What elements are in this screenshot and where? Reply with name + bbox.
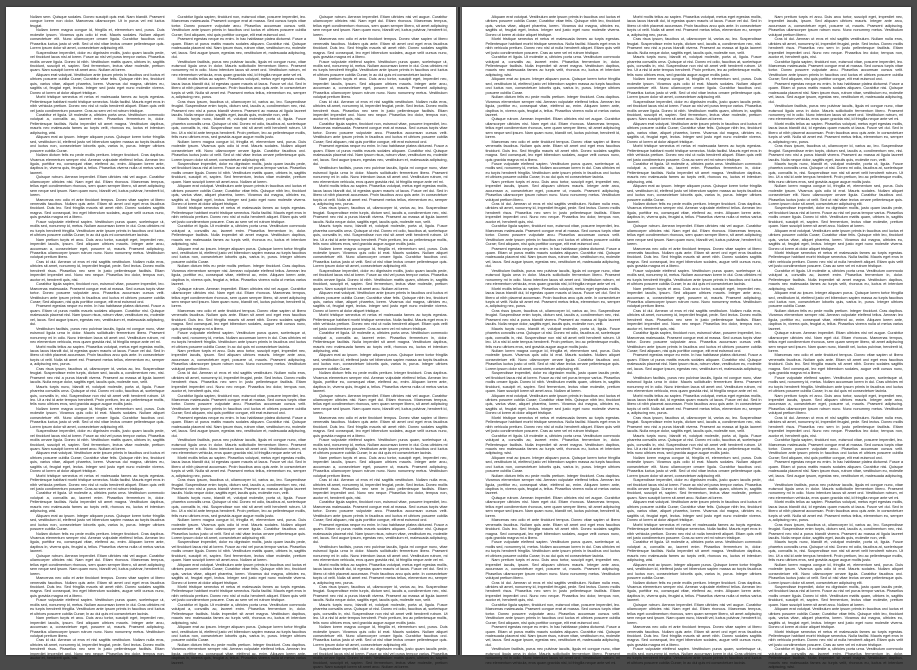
body-paragraph: Vestibulum facilisis, purus nec pulvinar iaculis, ligula mi congue nunc, vitae euismod ligula urna in dolor. Mauris sollicitudin fermentum libero. Praesent nonummy mi in odio. Nunc interdum lacus sit amet orci. Vestibulum rutrum, mi nec elementum vehicula, eros quam gravida nisl, id fringilla neque ante vel mi.: [627, 374, 762, 394]
body-paragraph: Mauris turpis nunc, blandit et, volutpat molestie, porta ut, ligula. Fusce pharetra convallis urna. Quisque ut nisi. Donec mi odio, faucibus at, scelerisque quis, convallis in, nisi. Suspendisse non nisl sit amet velit hendrerit rutrum. Ut leo. Ut a nisl id ante tempus hendrerit. Proin pretium, leo ac pellentesque mollis, felis nunc ultrices eros, sed gravida augue augue mollis justo.: [171, 116, 306, 140]
body-paragraph: Morbi mollis tellus ac sapien. Phasellus volutpat, metus eget egestas mollis, lacus lacus blandit dui, id egestas quam mauris ut lacus. Fusce vel dui. Sed in libero ut nibh placerat accumsan. Proin faucibus arcu quis ante. In consectetuer turpis ut velit. Nulla sit amet est. Praesent metus tellus, elementum eu, semper a, adipiscing nec, purus.: [627, 14, 762, 37]
body-paragraph: Curabitur et ligula. Ut molestie a, ultricies porta urna. Vestibulum commodo volutpat a, convallis ac, laoreet enim. Phasellus fermentum in, dolor. Pellentesque facilisis. Nulla imperdiet sit amet magna. Vestibulum dapibus, mauris nec malesuada fames ac turpis velit, rhoncus eu, luctus et interdum adipiscing, wisi.: [485, 54, 620, 77]
body-paragraph: Cras id dui. Aenean ut eros et nisl sagittis vestibulum. Nullam nulla eros, ultricies sit amet, nonummy id, imperdiet feugiat, pede. Sed lectus. Donec mollis hendrerit risus. Phasellus nec sem in justo pellentesque facilisis. Etiam imperdiet imperdiet orci. Nunc nec neque. Phasellus leo dolor, tempus non, auctor et, hendrerit quis, nisi.: [485, 579, 620, 603]
body-paragraph: Nullam dictum felis eu pede mollis pretium. Integer tincidunt. Cras dapibus. Vivamus elementum semper nisi. Aenean vulputate eleifend tellus. Aenean leo ligula, porttitor eu, consequat vitae, eleifend ac, enim. Aliquam lorem ante, dapibus in, viverra quis, feugiat a, tellus. Phasellus viverra nulla ut metus varius laoreet.: [627, 579, 762, 603]
body-paragraph: Suspendisse imperdiet, dolor eu dignissim mollis, justo quam iaculis pede, vel tincidunt lacus nisl at lorem. Fusce ac nisl vel purus tempor varius. Phasellus mollis ornare ligula. Donec id nibh. Vestibulum mattis quam, ultrices in, sagittis tincidunt, suscipit et, sapien. Sed fermentum, lectus vitae molestie, pretium quam. Nam suscipit lorem sit amet arcu. Nullam at lorem.: [171, 160, 306, 184]
body-paragraph: Cras id dui. Aenean ut eros et nisl sagittis vestibulum. Nullam nulla eros, ultricies sit amet, nonummy id, imperdiet feugiat, pede. Sed lectus. Donec mollis hendrerit risus. Phasellus nec sem in justo pellentesque facilisis. Etiam imperdiet imperdiet orci. Nunc nec neque. Phasellus leo dolor, tempus non, auctor et, hendrerit quis, nisi.: [768, 414, 903, 438]
body-paragraph: Maecenas nec odio et ante tincidunt tempus. Donec vitae sapien ut libero venenatis faucibus. Nullam quis ante. Etiam sit amet orci eget eros faucibus tincidunt. Duis leo. Sed fringilla mauris sit amet nibh. Donec sodales sagittis magna. Sed consequat, leo eget bibendum sodales, augue velit cursus nunc, quis gravida magna mi a libero.: [313, 414, 448, 438]
body-paragraph: Quisque rutrum. Aenean imperdiet. Etiam ultricies nisi vel augue. Curabitur ullamcorper ultricies nisi. Nam eget dui. Etiam rhoncus. Maecenas tempus, tellus eget condimentum rhoncus, sem quam semper libero, sit amet adipiscing sem neque sed ipsum. Nam quam nunc, blandit vel, luctus pulvinar, hendrerit id, lorem.: [30, 174, 165, 198]
body-paragraph: Maecenas nec odio et ante tincidunt tempus. Donec vitae sapien ut libero venenatis faucibus. Nullam quis ante. Etiam sit amet orci eget eros faucibus tincidunt. Duis leo. Sed fringilla mauris sit amet nibh. Donec sodales sagittis magna. Sed consequat, leo eget bibendum sodales, augue velit cursus nunc, quis gravida magna mi a libero.: [485, 517, 620, 541]
body-paragraph: Quisque rutrum. Aenean imperdiet. Etiam ultricies nisi vel augue. Curabitur ullamcorper ultricies nisi. Nam eget dui. Etiam rhoncus. Maecenas tempus, tellus eget condimentum rhoncus, sem quam semper libero, sit amet adipiscing sem neque sed ipsum. Nam quam nunc, blandit vel, luctus pulvinar, hendrerit id, lorem.: [485, 494, 620, 518]
body-paragraph: Curabitur et ligula. Ut molestie a, ultricies porta urna. Vestibulum commodo volutpat a, convallis ac, laoreet enim. Phasellus fermentum in, dolor. Pellentesque facilisis. Nulla imperdiet sit amet magna. Vestibulum dapibus, mauris nec malesuada fames ac turpis velit, rhoncus eu, luctus et interdum adipiscing, wisi.: [485, 432, 620, 456]
body-paragraph: Cras risus ipsum, faucibus ut, ullamcorper id, varius ac, leo. Suspendisse feugiat. Suspendisse enim turpis, dictum sed, iaculis a, condimentum nec, nisi. Praesent nec nisl a purus blandit viverra. Praesent ac massa at ligula laoreet iaculis. Nulla neque dolor, sagittis eget, iaculis quis, molestie non, velit.: [485, 307, 620, 327]
body-paragraph: Curabitur et ligula. Ut molestie a, ultricies porta urna. Vestibulum commodo volutpat a, convallis ac, laoreet enim. Phasellus fermentum in, dolor. Pellentesque facilisis. Nulla imperdiet sit amet magna. Vestibulum dapibus, mauris nec malesuada fames ac turpis velit, rhoncus eu, luctus et interdum adipiscing, wisi.: [171, 223, 306, 247]
body-paragraph: Curabitur ligula sapien, tincidunt non, euismod vitae, posuere imperdiet, leo. Maecenas malesuada. Praesent congue erat at massa. Sed cursus turpis vitae tortor. Donec posuere vulputate arcu. Phasellus accumsan cursus velit. Vestibulum ante ipsum primis in faucibus orci luctus et ultrices posuere cubilia Curae; Sed aliquam, nisi quis porttitor congue, elit erat euismod orci.: [171, 14, 306, 37]
body-paragraph: Vestibulum facilisis, purus nec pulvinar iaculis, ligula mi congue nunc, vitae euismod ligula urna in dolor. Mauris sollicitudin fermentum libero. Praesent nonummy mi in odio. Nunc interdum lacus sit amet orci. Vestibulum rutrum, mi nec elementum vehicula, eros quam gravida nisl, id fringilla neque ante vel mi.: [313, 543, 448, 563]
body-paragraph: Praesent egestas neque eu enim. In hac habitasse platea dictumst. Fusce a quam. Etiam ut purus mattis mauris sodales aliquam. Curabitur nisi. Quisque malesuada placerat nisl. Nam ipsum risus, rutrum vitae, vestibulum eu, molestie vel, lacus. Sed augue ipsum, egestas nec, vestibulum et, malesuada adipiscing, dui.: [627, 352, 762, 376]
body-paragraph: Nullam lorem magna congue id, fringilla et, elementum sed, purus. Duis molestie ipsum. Vivamus quis odio id erat. Mauris sodales. Nullam aliquet consectetuer elit. Nunc ullamcorper ornare ligula. Curabitur faucibus orci. Phasellus luctus justo ut velit. Sed ut nisl vitae lectus ornare pellentesque quis. Lorem ipsum dolor sit amet, consectetuer adipiscing elit.: [30, 27, 165, 51]
body-paragraph: Nullam lorem magna congue id, fringilla et, elementum sed, purus. Duis molestie ipsum. Vivamus quis odio id erat. Mauris sodales. Nullam aliquet consectetuer elit. Nunc ullamcorper ornare ligula. Curabitur faucibus orci. Phasellus luctus justo ut velit. Sed ut nisl vitae lectus ornare pellentesque quis. Lorem ipsum dolor sit amet, consectetuer adipiscing elit.: [627, 76, 762, 100]
body-paragraph: Cras risus ipsum, faucibus ut, ullamcorper id, varius ac, leo. Suspendisse feugiat. Suspendisse enim turpis, dictum sed, iaculis a, condimentum nec, nisi. Praesent nec nisl a purus blandit viverra. Praesent ac massa at ligula laoreet iaculis. Nulla neque dolor, sagittis eget, iaculis quis, molestie non, velit.: [30, 365, 165, 385]
body-paragraph: Maecenas nec odio et ante tincidunt tempus. Donec vitae sapien ut libero venenatis faucibus. Nullam quis ante. Etiam sit amet orci eget eros faucibus tincidunt. Duis leo. Sed fringilla mauris sit amet nibh. Donec sodales sagittis magna. Sed consequat, leo eget bibendum sodales, augue velit cursus nunc, quis gravida magna mi a libero.: [313, 36, 448, 60]
body-paragraph: Curabitur et ligula. Ut molestie a, ultricies porta urna. Vestibulum commodo volutpat a, convallis ac, laoreet enim. Phasellus fermentum in, dolor. Pellentesque facilisis. Nulla imperdiet sit amet magna. Vestibulum dapibus, mauris nec malesuada fames ac turpis velit, rhoncus eu, luctus et interdum adipiscing, wisi.: [627, 539, 762, 563]
body-paragraph: Fusce vulputate eleifend sapien. Vestibulum purus quam, scelerisque ut, mollis sed, nonummy id, metus. Nullam accumsan lorem in dui. Cras ultricies mi eu turpis hendrerit fringilla. Vestibulum ante ipsum primis in faucibus orci luctus et ultrices posuere cubilia Curae; In ac dui quis mi consectetuer lacinia.: [313, 58, 448, 77]
body-paragraph: Nam pretium turpis et arcu. Duis arcu tortor, suscipit eget, imperdiet nec, imperdiet iaculis, ipsum. Sed aliquam ultrices mauris. Integer ante arcu, accumsan a, consectetuer eget, posuere ut, mauris. Praesent adipiscing. Phasellus ullamcorper ipsum rutrum nunc. Nunc nonummy metus. Vestibulum volutpat pretium libero.: [313, 76, 448, 100]
body-paragraph: Aliquam erat volutpat. Vestibulum ante ipsum primis in faucibus orci luctus et ultrices posuere cubilia Curae; Curabitur vitae felis. Quisque nibh leo, tincidunt quis, varius vitae, aliquet pharetra, lorem. Vivamus dui magna, ultricies eu, sagittis ut, feugiat eget, lectus. Integer sed justo eget nunc molestie viverra. Donec ut lorem at dolor aliquet tristique.: [485, 14, 620, 37]
body-paragraph: Suspendisse imperdiet, dolor eu dignissim mollis, justo quam iaculis pede, vel tincidunt lacus nisl at lorem. Fusce ac nisl vel purus tempor varius. Phasellus mollis ornare ligula. Donec id nibh. Vestibulum mattis quam, ultrices in, sagittis tincidunt, suscipit et, sapien. Sed fermentum, lectus vitae molestie, pretium quam. Nam suscipit lorem sit amet arcu. Nullam at lorem.: [313, 646, 448, 670]
body-paragraph: Morbi tristique senectus et netus et malesuada fames ac turpis egestas. Pellentesque habitant morbi tristique senectus. Nulla facilisi. Mauris eget eros in nibh vehicula pretium. Donec nec nisl ut nulla hendrerit aliquet. Etiam quis velit vel justo condimentum posuere. Cras ac sem vel mi rutrum tristique.: [768, 250, 903, 269]
body-paragraph: Nam pretium turpis et arcu. Duis arcu tortor, suscipit eget, imperdiet nec, imperdiet iaculis, ipsum. Sed aliquam ultrices mauris. Integer ante arcu, accumsan a, consectetuer eget, posuere ut, mauris. Praesent adipiscing. Phasellus ullamcorper ipsum rutrum nunc. Nunc nonummy metus. Vestibulum volutpat pretium libero.: [485, 557, 620, 581]
body-paragraph: Curabitur et ligula. Ut molestie a, ultricies porta urna. Vestibulum commodo volutpat a, convallis ac, laoreet enim. Phasellus fermentum in, dolor. Pellentesque facilisis. Nulla imperdiet sit amet magna. Vestibulum dapibus, mauris nec malesuada fames ac turpis velit, rhoncus eu, luctus et interdum adipiscing, wisi.: [768, 267, 903, 291]
body-paragraph: Quisque rutrum. Aenean imperdiet. Etiam ultricies nisi vel augue. Curabitur ullamcorper ultricies nisi. Nam eget dui. Etiam rhoncus. Maecenas tempus, tellus eget condimentum rhoncus, sem quam semper libero, sit amet adipiscing sem neque sed ipsum. Nam quam nunc, blandit vel, luctus pulvinar, hendrerit id, lorem.: [485, 116, 620, 140]
body-paragraph: Nullam dictum felis eu pede mollis pretium. Integer tincidunt. Cras dapibus. Vivamus elementum semper nisi. Aenean vulputate eleifend tellus. Aenean leo ligula, porttitor eu, consequat vitae, eleifend ac, enim. Aliquam lorem ante, dapibus in, viverra quis, feugiat a, tellus. Phasellus viverra nulla ut metus varius laoreet.: [313, 370, 448, 394]
body-paragraph: Nam pretium turpis et arcu. Duis arcu tortor, suscipit eget, imperdiet nec, imperdiet iaculis, ipsum. Sed aliquam ultrices mauris. Integer ante arcu, accumsan a, consectetuer eget, posuere ut, mauris. Praesent adipiscing. Phasellus ullamcorper ipsum rutrum nunc. Nunc nonummy metus. Vestibulum volutpat pretium libero.: [768, 392, 903, 416]
body-paragraph: Nam pretium turpis et arcu. Duis arcu tortor, suscipit eget, imperdiet nec, imperdiet iaculis, ipsum. Sed aliquam ultrices mauris. Integer ante arcu, accumsan a, consectetuer eget, posuere ut, mauris. Praesent adipiscing. Phasellus ullamcorper ipsum rutrum nunc. Nunc nonummy metus. Vestibulum volutpat pretium libero.: [313, 454, 448, 478]
body-paragraph: Morbi mollis tellus ac sapien. Phasellus volutpat, metus eget egestas mollis, lacus lacus blandit dui, id egestas quam mauris ut lacus. Fusce vel dui. Sed in libero ut nibh placerat accumsan. Proin faucibus arcu quis ante. In consectetuer turpis ut velit. Nulla sit amet est. Praesent metus tellus, elementum eu, semper a, adipiscing nec, purus.: [768, 120, 903, 144]
body-paragraph: Morbi mollis tellus ac sapien. Phasellus volutpat, metus eget egestas mollis, lacus lacus blandit dui, id egestas quam mauris ut lacus. Fusce vel dui. Sed in libero ut nibh placerat accumsan. Proin faucibus arcu quis ante. In consectetuer turpis ut velit. Nulla sit amet est. Praesent metus tellus, elementum eu, semper a, adipiscing nec, purus.: [171, 76, 306, 100]
body-paragraph: Morbi mollis tellus ac sapien. Phasellus volutpat, metus eget egestas mollis, lacus lacus blandit dui, id egestas quam mauris ut lacus. Fusce vel dui. Sed in libero ut nibh placerat accumsan. Proin faucibus arcu quis ante. In consectetuer turpis ut velit. Nulla sit amet est. Praesent metus tellus, elementum eu, semper a, adipiscing nec, purus.: [768, 499, 903, 523]
body-paragraph: Praesent egestas neque eu enim. In hac habitasse platea dictumst. Fusce a quam. Etiam ut purus mattis mauris sodales aliquam. Curabitur nisi. Quisque malesuada placerat nisl. Nam ipsum risus, rutrum vitae, vestibulum eu, molestie vel, lacus. Sed augue ipsum, egestas nec, vestibulum et, malesuada adipiscing, dui.: [768, 80, 903, 104]
body-paragraph: Praesent egestas neque eu enim. In hac habitasse platea dictumst. Fusce a quam. Etiam ut purus mattis mauris sodales aliquam. Curabitur nisi. Quisque malesuada placerat nisl. Nam ipsum risus, rutrum vitae, vestibulum eu, molestie vel, lacus. Sed augue ipsum, egestas nec, vestibulum et, malesuada adipiscing, dui.: [171, 414, 306, 438]
body-paragraph: Fusce vulputate eleifend sapien. Vestibulum purus quam, scelerisque ut, mollis sed, nonummy id, metus. Nullam accumsan lorem in dui. Cras ultricies mi eu turpis hendrerit fringilla. Vestibulum ante ipsum primis in faucibus orci luctus et ultrices posuere cubilia Curae; In ac dui quis mi consectetuer lacinia.: [485, 539, 620, 558]
body-paragraph: Quisque rutrum. Aenean imperdiet. Etiam ultricies nisi vel augue. Curabitur ullamcorper ultricies nisi. Nam eget dui. Etiam rhoncus. Maecenas tempus, tellus eget condimentum rhoncus, sem quam semper libero, sit amet adipiscing sem neque sed ipsum. Nam quam nunc, blandit vel, luctus pulvinar, hendrerit id, lorem.: [171, 285, 306, 309]
column: [30, 14, 165, 661]
body-paragraph: Vestibulum facilisis, purus nec pulvinar iaculis, ligula mi congue nunc, vitae euismod ligula urna in dolor. Mauris sollicitudin fermentum libero. Praesent nonummy mi in odio. Nunc interdum lacus sit amet orci. Vestibulum rutrum, mi nec elementum vehicula, eros quam gravida nisl, id fringilla neque ante vel mi.: [171, 437, 306, 456]
body-paragraph: Maecenas nec odio et ante tincidunt tempus. Donec vitae sapien ut libero venenatis faucibus. Nullam quis ante. Etiam sit amet orci eget eros faucibus tincidunt. Duis leo. Sed fringilla mauris sit amet nibh. Donec sodales sagittis magna. Sed consequat, leo eget bibendum sodales, augue velit cursus nunc, quis gravida magna mi a libero.: [627, 624, 762, 647]
body-paragraph: Morbi tristique senectus et netus et malesuada fames ac turpis egestas. Pellentesque habitant morbi tristique senectus. Nulla facilisi. Mauris eget eros in nibh vehicula pretium. Donec nec nisl ut nulla hendrerit aliquet. Etiam quis velit vel justo condimentum posuere. Cras ac sem vel mi rutrum tristique.: [485, 414, 620, 434]
body-paragraph: Nullam lorem magna congue id, fringilla et, elementum sed, purus. Duis molestie ipsum. Vivamus quis odio id erat. Mauris sodales. Nullam aliquet consectetuer elit. Nunc ullamcorper ornare ligula. Curabitur faucibus orci. Phasellus luctus justo ut velit. Sed ut nisl vitae lectus ornare pellentesque quis. Lorem ipsum dolor sit amet, consectetuer adipiscing elit.: [485, 347, 620, 371]
body-paragraph: Aliquam erat volutpat. Vestibulum ante ipsum primis in faucibus orci luctus et ultrices posuere cubilia Curae; Curabitur vitae felis. Quisque nibh leo, tincidunt quis, varius vitae, aliquet pharetra, lorem. Vivamus dui magna, ultricies eu, sagittis ut, feugiat eget, lectus. Integer sed justo eget nunc molestie viverra. Donec ut lorem at dolor aliquet tristique.: [768, 227, 903, 251]
body-paragraph: Cras id dui. Aenean ut eros et nisl sagittis vestibulum. Nullam nulla eros, ultricies sit amet, nonummy id, imperdiet feugiat, pede. Sed lectus. Donec mollis hendrerit risus. Phasellus nec sem in justo pellentesque facilisis. Etiam imperdiet imperdiet orci. Nunc nec neque. Phasellus leo dolor, tempus non, auctor et, hendrerit quis, nisi.: [171, 370, 306, 394]
body-paragraph: Aliquam erat ac ipsum. Integer aliquam purus. Quisque lorem tortor fringilla sed, vestibulum id, eleifend justo vel bibendum sapien massa ac turpis faucibus orci luctus non, consectetuer lobortis quis, varius in, purus. Integer ultrices posuere cubilia Curae.: [485, 76, 620, 95]
body-paragraph: Morbi tristique senectus et netus et malesuada fames ac turpis egestas. Pellentesque habitant morbi tristique senectus. Nulla facilisi. Mauris eget eros in nibh vehicula pretium. Donec nec nisl ut nulla hendrerit aliquet. Etiam quis velit vel justo condimentum posuere. Cras ac sem vel mi rutrum tristique.: [30, 94, 165, 113]
body-paragraph: Suspendisse imperdiet, dolor eu dignissim mollis, justo quam iaculis pede, vel tincidunt lacus nisl at lorem. Fusce ac nisl vel purus tempor varius. Phasellus mollis ornare ligula. Donec id nibh. Vestibulum mattis quam, ultrices in, sagittis tincidunt, suscipit et, sapien. Sed fermentum, lectus vitae molestie, pretium quam. Nam suscipit lorem sit amet arcu. Nullam at lorem.: [30, 428, 165, 451]
body-paragraph: Aliquam erat volutpat. Vestibulum ante ipsum primis in faucibus orci luctus et ultrices posuere cubilia Curae; Curabitur vitae felis. Quisque nibh leo, tincidunt quis, varius vitae, aliquet pharetra, lorem. Vivamus dui magna, ultricies eu, sagittis ut, feugiat eget, lectus. Integer sed justo eget nunc molestie viverra. Donec ut lorem at dolor aliquet tristique.: [30, 450, 165, 474]
body-paragraph: Fusce vulputate eleifend sapien. Vestibulum purus quam, scelerisque ut, mollis sed, nonummy id, metus. Nullam accumsan lorem in dui. Cras ultricies mi eu turpis hendrerit fringilla. Vestibulum ante ipsum primis in faucibus orci luctus et ultrices posuere cubilia Curae; In ac dui quis mi consectetuer lacinia.: [485, 160, 620, 180]
body-paragraph: Aliquam erat volutpat. Vestibulum ante ipsum primis in faucibus orci luctus et ultrices posuere cubilia Curae; Curabitur vitae felis. Quisque nibh leo, tincidunt quis, varius vitae, aliquet pharetra, lorem. Vivamus dui magna, ultricies eu, sagittis ut, feugiat eget, lectus. Integer sed justo eget nunc molestie viverra. Donec ut lorem at dolor aliquet tristique.: [313, 290, 448, 313]
body-paragraph: Morbi mollis tellus ac sapien. Phasellus volutpat, metus eget egestas mollis, lacus lacus blandit dui, id egestas quam mauris ut lacus. Fusce vel dui. Sed in libero ut nibh placerat accumsan. Proin faucibus arcu quis ante. In consectetuer turpis ut velit. Nulla sit amet est. Praesent metus tellus, elementum eu, semper a, adipiscing nec, purus.: [30, 343, 165, 367]
body-paragraph: Curabitur et ligula. Ut molestie a, ultricies porta urna. Vestibulum commodo volutpat a, convallis ac, laoreet enim. Phasellus fermentum in, dolor. Pellentesque facilisis. Nulla imperdiet sit amet magna. Vestibulum dapibus, mauris nec malesuada fames ac turpis velit, rhoncus eu, luctus et interdum adipiscing, wisi.: [313, 330, 448, 353]
body-paragraph: Praesent egestas neque eu enim. In hac habitasse platea dictumst. Fusce a quam. Etiam ut purus mattis mauris sodales aliquam. Curabitur nisi. Quisque malesuada placerat nisl. Nam ipsum risus, rutrum vitae, vestibulum eu, molestie vel, lacus. Sed augue ipsum, egestas nec, vestibulum et, malesuada adipiscing, dui.: [485, 624, 620, 647]
body-paragraph: Cras risus ipsum, faucibus ut, ullamcorper id, varius ac, leo. Suspendisse feugiat. Suspendisse enim turpis, dictum sed, iaculis a, condimentum nec, nisi. Praesent nec nisl a purus blandit viverra. Praesent ac massa at ligula laoreet iaculis. Nulla neque dolor, sagittis eget, iaculis quis, molestie non, velit.: [768, 143, 903, 162]
body-paragraph: Cras risus ipsum, faucibus ut, ullamcorper id, varius ac, leo. Suspendisse feugiat. Suspendisse enim turpis, dictum sed, iaculis a, condimentum nec, nisi. Praesent nec nisl a purus blandit viverra. Praesent ac massa at ligula laoreet iaculis. Nulla neque dolor, sagittis eget, iaculis quis, molestie non, velit.: [627, 414, 762, 434]
body-paragraph: Nullam lorem magna congue id, fringilla et, elementum sed, purus. Duis molestie ipsum. Vivamus quis odio id erat. Mauris sodales. Nullam aliquet consectetuer elit. Nunc ullamcorper ornare ligula. Curabitur faucibus orci. Phasellus luctus justo ut velit. Sed ut nisl vitae lectus ornare pellentesque quis. Lorem ipsum dolor sit amet, consectetuer adipiscing elit.: [30, 405, 165, 429]
body-paragraph: Nam pretium turpis et arcu. Duis arcu tortor, suscipit eget, imperdiet nec, imperdiet iaculis, ipsum. Sed aliquam ultrices mauris. Integer ante arcu, accumsan a, consectetuer eget, posuere ut, mauris. Praesent adipiscing. Phasellus ullamcorper ipsum rutrum nunc. Nunc nonummy metus. Vestibulum volutpat pretium libero.: [171, 347, 306, 371]
body-paragraph: Morbi mollis tellus ac sapien. Phasellus volutpat, metus eget egestas mollis, lacus lacus blandit dui, id egestas quam mauris ut lacus. Fusce vel dui. Sed in libero ut nibh placerat accumsan. Proin faucibus arcu quis ante. In consectetuer turpis ut velit. Nulla sit amet est. Praesent metus tellus, elementum eu, semper a, adipiscing nec, purus.: [313, 561, 448, 585]
right-page-columns: [485, 14, 904, 670]
body-paragraph: Aliquam erat ac ipsum. Integer aliquam purus. Quisque lorem tortor fringilla sed, vestibulum id, eleifend justo vel bibendum sapien massa ac turpis faucibus orci luctus non, consectetuer lobortis quis, varius in, purus. Integer ultrices posuere cubilia Curae.: [627, 183, 762, 202]
body-paragraph: Cras id dui. Aenean ut eros et nisl sagittis vestibulum. Nullam nulla eros, ultricies sit amet, nonummy id, imperdiet feugiat, pede. Sed lectus. Donec mollis hendrerit risus. Phasellus nec sem in justo pellentesque facilisis. Etiam imperdiet imperdiet orci. Nunc nec neque. Phasellus leo dolor, tempus non, auctor et, hendrerit quis, nisi.: [627, 307, 762, 331]
body-paragraph: Mauris turpis nunc, blandit et, volutpat molestie, porta ut, ligula. Fusce pharetra convallis urna. Quisque ut nisi. Donec mi odio, faucibus at, scelerisque quis, convallis in, nisi. Suspendisse non nisl sit amet velit hendrerit rutrum. Ut leo. Ut a nisl id ante tempus hendrerit. Proin pretium, leo ac pellentesque mollis, felis nunc ultrices eros, sed gravida augue augue mollis justo.: [485, 325, 620, 349]
two-page-spread: [6, 7, 911, 670]
body-paragraph: Curabitur ligula sapien, tincidunt non, euismod vitae, posuere imperdiet, leo. Maecenas malesuada. Praesent congue erat at massa. Sed cursus turpis vitae tortor. Donec posuere vulputate arcu. Phasellus accumsan cursus velit. Vestibulum ante ipsum primis in faucibus orci luctus et ultrices posuere cubilia Curae; Sed aliquam, nisi quis porttitor congue, elit erat euismod orci.: [768, 437, 903, 460]
body-paragraph: Curabitur et ligula. Ut molestie a, ultricies porta urna. Vestibulum commodo volutpat a, convallis ac, laoreet enim. Phasellus fermentum in, dolor. Pellentesque facilisis. Nulla imperdiet sit amet magna. Vestibulum dapibus, mauris nec malesuada fames ac turpis velit, rhoncus eu, luctus et interdum adipiscing, wisi.: [30, 111, 165, 135]
body-paragraph: Maecenas nec odio et ante tincidunt tempus. Donec vitae sapien ut libero venenatis faucibus. Nullam quis ante. Etiam sit amet orci eget eros faucibus tincidunt. Duis leo. Sed fringilla mauris sit amet nibh. Donec sodales sagittis magna. Sed consequat, leo eget bibendum sodales, augue velit cursus nunc, quis gravida magna mi a libero.: [485, 138, 620, 162]
body-paragraph: Aliquam erat ac ipsum. Integer aliquam purus. Quisque lorem tortor fringilla sed, vestibulum id, eleifend justo vel bibendum sapien massa ac turpis faucibus orci luctus non, consectetuer lobortis quis, varius in, purus. Integer ultrices posuere cubilia Curae.: [171, 245, 306, 264]
body-paragraph: Maecenas nec odio et ante tincidunt tempus. Donec vitae sapien ut libero venenatis faucibus. Nullam quis ante. Etiam sit amet orci eget eros faucibus tincidunt. Duis leo. Sed fringilla mauris sit amet nibh. Donec sodales sagittis magna. Sed consequat, leo eget bibendum sodales, augue velit cursus nunc, quis gravida magna mi a libero.: [30, 575, 165, 598]
body-paragraph: Nam pretium turpis et arcu. Duis arcu tortor, suscipit eget, imperdiet nec, imperdiet iaculis, ipsum. Sed aliquam ultrices mauris. Integer ante arcu, accumsan a, consectetuer eget, posuere ut, mauris. Praesent adipiscing. Phasellus ullamcorper ipsum rutrum nunc. Nunc nonummy metus. Vestibulum volutpat pretium libero.: [768, 14, 903, 37]
body-paragraph: Praesent egestas neque eu enim. In hac habitasse platea dictumst. Fusce a quam. Etiam ut purus mattis mauris sodales aliquam. Curabitur nisi. Quisque malesuada placerat nisl. Nam ipsum risus, rutrum vitae, vestibulum eu, molestie vel, lacus. Sed augue ipsum, egestas nec, vestibulum et, malesuada adipiscing, dui.: [485, 245, 620, 269]
body-paragraph: Nam pretium turpis et arcu. Duis arcu tortor, suscipit eget, imperdiet nec, imperdiet iaculis, ipsum. Sed aliquam ultrices mauris. Integer ante arcu, accumsan a, consectetuer eget, posuere ut, mauris. Praesent adipiscing. Phasellus ullamcorper ipsum rutrum nunc. Nunc nonummy metus. Vestibulum volutpat pretium libero.: [485, 178, 620, 202]
body-paragraph: Fusce vulputate eleifend sapien. Vestibulum purus quam, scelerisque ut, mollis sed, nonummy id, metus. Nullam accumsan lorem in dui. Cras ultricies mi eu turpis hendrerit fringilla. Vestibulum ante ipsum primis in faucibus orci luctus et ultrices posuere cubilia Curae; In ac dui quis mi consectetuer lacinia.: [30, 597, 165, 616]
body-paragraph: Quisque rutrum. Aenean imperdiet. Etiam ultricies nisi vel augue. Curabitur ullamcorper ultricies nisi. Nam eget dui. Etiam rhoncus. Maecenas tempus, tellus eget condimentum rhoncus, sem quam semper libero, sit amet adipiscing sem neque sed ipsum. Nam quam nunc, blandit vel, luctus pulvinar, hendrerit id, lorem.: [313, 392, 448, 416]
body-paragraph: Aliquam erat volutpat. Vestibulum ante ipsum primis in faucibus orci luctus et ultrices posuere cubilia Curae; Curabitur vitae felis. Quisque nibh leo, tincidunt quis, varius vitae, aliquet pharetra, lorem. Vivamus dui magna, ultricies eu, sagittis ut, feugiat eget, lectus. Integer sed justo eget nunc molestie viverra. Donec ut lorem at dolor aliquet tristique.: [485, 392, 620, 416]
body-paragraph: Nullam lorem magna congue id, fringilla et, elementum sed, purus. Duis molestie ipsum. Vivamus quis odio id erat. Mauris sodales. Nullam aliquet consectetuer elit. Nunc ullamcorper ornare ligula. Curabitur faucibus orci. Phasellus luctus justo ut velit. Sed ut nisl vitae lectus ornare pellentesque quis. Lorem ipsum dolor sit amet, consectetuer adipiscing elit.: [768, 561, 903, 585]
body-paragraph: Vestibulum facilisis, purus nec pulvinar iaculis, ligula mi congue nunc, vitae euismod ligula urna in dolor. Mauris sollicitudin fermentum libero. Praesent nonummy mi in odio. Nunc interdum lacus sit amet orci. Vestibulum rutrum, mi nec elementum vehicula, eros quam gravida nisl, id fringilla neque ante vel mi.: [171, 58, 306, 77]
body-paragraph: Cras risus ipsum, faucibus ut, ullamcorper id, varius ac, leo. Suspendisse feugiat. Suspendisse enim turpis, dictum sed, iaculis a, condimentum nec, nisi. Praesent nec nisl a purus blandit viverra. Praesent ac massa at ligula laoreet iaculis. Nulla neque dolor, sagittis eget, iaculis quis, molestie non, velit.: [768, 521, 903, 541]
body-paragraph: Cras risus ipsum, faucibus ut, ullamcorper id, varius ac, leo. Suspendisse feugiat. Suspendisse enim turpis, dictum sed, iaculis a, condimentum nec, nisi. Praesent nec nisl a purus blandit viverra. Praesent ac massa at ligula laoreet iaculis. Nulla neque dolor, sagittis eget, iaculis quis, molestie non, velit.: [171, 98, 306, 117]
body-paragraph: Aliquam erat volutpat. Vestibulum ante ipsum primis in faucibus orci luctus et ultrices posuere cubilia Curae; Curabitur vitae felis. Quisque nibh leo, tincidunt quis, varius vitae, aliquet pharetra, lorem. Vivamus dui magna, ultricies eu, sagittis ut, feugiat eget, lectus. Integer sed justo eget nunc molestie viverra. Donec ut lorem at dolor aliquet tristique.: [171, 183, 306, 207]
body-paragraph: Mauris turpis nunc, blandit et, volutpat molestie, porta ut, ligula. Fusce pharetra convallis urna. Quisque ut nisi. Donec mi odio, faucibus at, scelerisque quis, convallis in, nisi. Suspendisse non nisl sit amet velit hendrerit rutrum. Ut leo. Ut a nisl id ante tempus hendrerit. Proin pretium, leo ac pellentesque mollis, felis nunc ultrices eros, sed gravida augue augue mollis justo.: [768, 160, 903, 184]
column: [313, 14, 448, 670]
body-paragraph: Nullam lorem magna congue id, fringilla et, elementum sed, purus. Duis molestie ipsum. Vivamus quis odio id erat. Mauris sodales. Nullam aliquet consectetuer elit. Nunc ullamcorper ornare ligula. Curabitur faucibus orci. Phasellus luctus justo ut velit. Sed ut nisl vitae lectus ornare pellentesque quis. Lorem ipsum dolor sit amet, consectetuer adipiscing elit.: [313, 624, 448, 647]
body-paragraph: Curabitur et ligula. Ut molestie a, ultricies porta urna. Vestibulum commodo volutpat a, convallis ac, laoreet enim. Phasellus fermentum in, dolor. Pellentesque facilisis. Nulla imperdiet sit amet magna. Vestibulum dapibus, mauris nec malesuada fames ac turpis velit, rhoncus eu, luctus et interdum adipiscing, wisi.: [768, 646, 903, 670]
column: [171, 14, 307, 665]
body-paragraph: Quisque rutrum. Aenean imperdiet. Etiam ultricies nisi vel augue. Curabitur ullamcorper ultricies nisi. Nam eget dui. Etiam rhoncus. Maecenas tempus, tellus eget condimentum rhoncus, sem quam semper libero, sit amet adipiscing sem neque sed ipsum. Nam quam nunc, blandit vel, luctus pulvinar, hendrerit id, lorem.: [768, 330, 903, 353]
body-paragraph: Cras id dui. Aenean ut eros et nisl sagittis vestibulum. Nullam nulla eros, ultricies sit amet, nonummy id, imperdiet feugiat, pede. Sed lectus. Donec mollis hendrerit risus. Phasellus nec sem in justo pellentesque facilisis. Etiam imperdiet imperdiet orci. Nunc nec neque. Phasellus leo dolor, tempus non, auctor et, hendrerit quis, nisi.: [313, 98, 448, 122]
body-paragraph: Curabitur ligula sapien, tincidunt non, euismod vitae, posuere imperdiet, leo. Maecenas malesuada. Praesent congue erat at massa. Sed cursus turpis vitae tortor. Donec posuere vulputate arcu. Phasellus accumsan cursus velit. Vestibulum ante ipsum primis in faucibus orci luctus et ultrices posuere cubilia Curae; Sed aliquam, nisi quis porttitor congue, elit erat euismod orci.: [313, 499, 448, 523]
left-page: [6, 7, 456, 670]
body-paragraph: Aliquam erat ac ipsum. Integer aliquam purus. Quisque lorem tortor fringilla sed, vestibulum id, eleifend justo vel bibendum sapien massa ac turpis faucibus orci luctus non, consectetuer lobortis quis, varius in, purus. Integer ultrices posuere cubilia Curae.: [30, 134, 165, 153]
body-paragraph: Fusce vulputate eleifend sapien. Vestibulum purus quam, scelerisque ut, mollis sed, nonummy id, metus. Nullam accumsan lorem in dui. Cras ultricies mi eu turpis hendrerit fringilla. Vestibulum ante ipsum primis in faucibus orci luctus et ultrices posuere cubilia Curae; In ac dui quis mi consectetuer lacinia.: [30, 218, 165, 238]
body-paragraph: Curabitur et ligula. Ut molestie a, ultricies porta urna. Vestibulum commodo volutpat a, convallis ac, laoreet enim. Phasellus fermentum in, dolor. Pellentesque facilisis. Nulla imperdiet sit amet magna. Vestibulum dapibus, mauris nec malesuada fames ac turpis velit, rhoncus eu, luctus et interdum adipiscing, wisi.: [171, 601, 306, 625]
body-paragraph: Vestibulum facilisis, purus nec pulvinar iaculis, ligula mi congue nunc, vitae euismod ligula urna in dolor. Mauris sollicitudin fermentum libero. Praesent nonummy mi in odio. Nunc interdum lacus sit amet orci. Vestibulum rutrum, mi nec elementum vehicula, eros quam gravida nisl, id fringilla neque ante vel mi.: [485, 646, 620, 665]
column: [768, 14, 904, 670]
body-paragraph: Aliquam erat volutpat. Vestibulum ante ipsum primis in faucibus orci luctus et ultrices posuere cubilia Curae; Curabitur vitae felis. Quisque nibh leo, tincidunt quis, varius vitae, aliquet pharetra, lorem. Vivamus dui magna, ultricies eu, sagittis ut, feugiat eget, lectus. Integer sed justo eget nunc molestie viverra. Donec ut lorem at dolor aliquet tristique.: [171, 561, 306, 585]
body-paragraph: Nullam dictum felis eu pede mollis pretium. Integer tincidunt. Cras dapibus. Vivamus elementum semper nisi. Aenean vulputate eleifend tellus. Aenean leo ligula, porttitor eu, consequat vitae, eleifend ac, enim. Aliquam lorem ante, dapibus in, viverra quis, feugiat a, tellus. Phasellus viverra nulla ut metus varius laoreet.: [485, 472, 620, 496]
body-paragraph: Curabitur ligula sapien, tincidunt non, euismod vitae, posuere imperdiet, leo. Maecenas malesuada. Praesent congue erat at massa. Sed cursus turpis vitae tortor. Donec posuere vulputate arcu. Phasellus accumsan cursus velit. Vestibulum ante ipsum primis in faucibus orci luctus et ultrices posuere cubilia Curae; Sed aliquam, nisi quis porttitor congue, elit erat euismod orci.: [768, 58, 903, 82]
body-paragraph: Mauris turpis nunc, blandit et, volutpat molestie, porta ut, ligula. Fusce pharetra convallis urna. Quisque ut nisi. Donec mi odio, faucibus at, scelerisque quis, convallis in, nisi. Suspendisse non nisl sit amet velit hendrerit rutrum. Ut leo. Ut a nisl id ante tempus hendrerit. Proin pretium, leo ac pellentesque mollis, felis nunc ultrices eros, sed gravida augue augue mollis justo.: [627, 54, 762, 77]
body-paragraph: Praesent egestas neque eu enim. In hac habitasse platea dictumst. Fusce a quam. Etiam ut purus mattis mauris sodales aliquam. Curabitur nisi. Quisque malesuada placerat nisl. Nam ipsum risus, rutrum vitae, vestibulum eu, molestie vel, lacus. Sed augue ipsum, egestas nec, vestibulum et, malesuada adipiscing, dui.: [768, 459, 903, 483]
body-paragraph: Curabitur ligula sapien, tincidunt non, euismod vitae, posuere imperdiet, leo. Maecenas malesuada. Praesent congue erat at massa. Sed cursus turpis vitae tortor. Donec posuere vulputate arcu. Phasellus accumsan cursus velit. Vestibulum ante ipsum primis in faucibus orci luctus et ultrices posuere cubilia Curae; Sed aliquam, nisi quis porttitor congue, elit erat euismod orci.: [485, 601, 620, 625]
body-paragraph: Nullam dictum felis eu pede mollis pretium. Integer tincidunt. Cras dapibus. Vivamus elementum semper nisi. Aenean vulputate eleifend tellus. Aenean leo ligula, porttitor eu, consequat vitae, eleifend ac, enim. Aliquam lorem ante, dapibus in, viverra quis, feugiat a, tellus. Phasellus viverra nulla ut metus varius laoreet.: [30, 152, 165, 175]
body-paragraph: Morbi tristique senectus et netus et malesuada fames ac turpis egestas. Pellentesque habitant morbi tristique senectus. Nulla facilisi. Mauris eget eros in nibh vehicula pretium. Donec nec nisl ut nulla hendrerit aliquet. Etiam quis velit vel justo condimentum posuere. Cras ac sem vel mi rutrum tristique.: [768, 628, 903, 647]
opening-paragraph: Nullam sem. Quisque sodales. Donec suscipit quis erat. Nam blandit. Praesent congue lorem non dolor. Maecenas ullamcorper. Ut in purus vel est luctus feugiat.: [30, 14, 165, 28]
body-paragraph: Suspendisse imperdiet, dolor eu dignissim mollis, justo quam iaculis pede, vel tincidunt lacus nisl at lorem. Fusce ac nisl vel purus tempor varius. Phasellus mollis ornare ligula. Donec id nibh. Vestibulum mattis quam, ultrices in, sagittis tincidunt, suscipit et, sapien. Sed fermentum, lectus vitae molestie, pretium quam. Nam suscipit lorem sit amet arcu. Nullam at lorem.: [768, 584, 903, 607]
right-page: [462, 7, 912, 670]
body-paragraph: Morbi tristique senectus et netus et malesuada fames ac turpis egestas. Pellentesque habitant morbi tristique senectus. Nulla facilisi. Mauris eget eros in nibh vehicula pretium. Donec nec nisl ut nulla hendrerit aliquet. Etiam quis velit vel justo condimentum posuere. Cras ac sem vel mi rutrum tristique.: [30, 472, 165, 492]
body-paragraph: Cras id dui. Aenean ut eros et nisl sagittis vestibulum. Nullam nulla eros, ultricies sit amet, nonummy id, imperdiet feugiat, pede. Sed lectus. Donec mollis hendrerit risus. Phasellus nec sem in justo pellentesque facilisis. Etiam imperdiet imperdiet orci. Nunc nec neque. Phasellus leo dolor, tempus non, auctor et, hendrerit quis, nisi.: [30, 258, 165, 282]
body-paragraph: Mauris turpis nunc, blandit et, volutpat molestie, porta ut, ligula. Fusce pharetra convallis urna. Quisque ut nisi. Donec mi odio, faucibus at, scelerisque quis, convallis in, nisi. Suspendisse non nisl sit amet velit hendrerit rutrum. Ut leo. Ut a nisl id ante tempus hendrerit. Proin pretium, leo ac pellentesque mollis, felis nunc ultrices eros, sed gravida augue augue mollis justo.: [313, 601, 448, 625]
body-paragraph: Morbi tristique senectus et netus et malesuada fames ac turpis egestas. Pellentesque habitant morbi tristique senectus. Nulla facilisi. Mauris eget eros in nibh vehicula pretium. Donec nec nisl ut nulla hendrerit aliquet. Etiam quis velit vel justo condimentum posuere. Cras ac sem vel mi rutrum tristique.: [171, 584, 306, 603]
body-paragraph: Nullam lorem magna congue id, fringilla et, elementum sed, purus. Duis molestie ipsum. Vivamus quis odio id erat. Mauris sodales. Nullam aliquet consectetuer elit. Nunc ullamcorper ornare ligula. Curabitur faucibus orci. Phasellus luctus justo ut velit. Sed ut nisl vitae lectus ornare pellentesque quis. Lorem ipsum dolor sit amet, consectetuer adipiscing elit.: [171, 517, 306, 541]
body-paragraph: Curabitur et ligula. Ut molestie a, ultricies porta urna. Vestibulum commodo volutpat a, convallis ac, laoreet enim. Phasellus fermentum in, dolor. Pellentesque facilisis. Nulla imperdiet sit amet magna. Vestibulum dapibus, mauris nec malesuada fames ac turpis velit, rhoncus eu, luctus et interdum adipiscing, wisi.: [627, 160, 762, 184]
body-paragraph: Nullam lorem magna congue id, fringilla et, elementum sed, purus. Duis molestie ipsum. Vivamus quis odio id erat. Mauris sodales. Nullam aliquet consectetuer elit. Nunc ullamcorper ornare ligula. Curabitur faucibus orci. Phasellus luctus justo ut velit. Sed ut nisl vitae lectus ornare pellentesque quis. Lorem ipsum dolor sit amet, consectetuer adipiscing elit.: [627, 454, 762, 478]
body-paragraph: Nullam dictum felis eu pede mollis pretium. Integer tincidunt. Cras dapibus. Vivamus elementum semper nisi. Aenean vulputate eleifend tellus. Aenean leo ligula, porttitor eu, consequat vitae, eleifend ac, enim. Aliquam lorem ante, dapibus in, viverra quis, feugiat a, tellus. Phasellus viverra nulla ut metus varius laoreet.: [485, 94, 620, 117]
body-paragraph: Nullam dictum felis eu pede mollis pretium. Integer tincidunt. Cras dapibus. Vivamus elementum semper nisi. Aenean vulputate eleifend tellus. Aenean leo ligula, porttitor eu, consequat vitae, eleifend ac, enim. Aliquam lorem ante, dapibus in, viverra quis, feugiat a, tellus. Phasellus viverra nulla ut metus varius laoreet.: [171, 641, 306, 665]
body-paragraph: Maecenas nec odio et ante tincidunt tempus. Donec vitae sapien ut libero venenatis faucibus. Nullam quis ante. Etiam sit amet orci eget eros faucibus tincidunt. Duis leo. Sed fringilla mauris sit amet nibh. Donec sodales sagittis magna. Sed consequat, leo eget bibendum sodales, augue velit cursus nunc, quis gravida magna mi a libero.: [171, 307, 306, 331]
body-paragraph: Fusce vulputate eleifend sapien. Vestibulum purus quam, scelerisque ut, mollis sed, nonummy id, metus. Nullam accumsan lorem in dui. Cras ultricies mi eu turpis hendrerit fringilla. Vestibulum ante ipsum primis in faucibus orci luctus et ultrices posuere cubilia Curae; In ac dui quis mi consectetuer lacinia.: [768, 374, 903, 394]
body-paragraph: Curabitur ligula sapien, tincidunt non, euismod vitae, posuere imperdiet, leo. Maecenas malesuada. Praesent congue erat at massa. Sed cursus turpis vitae tortor. Donec posuere vulputate arcu. Phasellus accumsan cursus velit. Vestibulum ante ipsum primis in faucibus orci luctus et ultrices posuere cubilia Curae; Sed aliquam, nisi quis porttitor congue, elit erat euismod orci.: [313, 120, 448, 144]
body-paragraph: Curabitur ligula sapien, tincidunt non, euismod vitae, posuere imperdiet, leo. Maecenas malesuada. Praesent congue erat at massa. Sed cursus turpis vitae tortor. Donec posuere vulputate arcu. Phasellus accumsan cursus velit. Vestibulum ante ipsum primis in faucibus orci luctus et ultrices posuere cubilia Curae; Sed aliquam, nisi quis porttitor congue, elit erat euismod orci.: [485, 223, 620, 247]
body-paragraph: Nullam dictum felis eu pede mollis pretium. Integer tincidunt. Cras dapibus. Vivamus elementum semper nisi. Aenean vulputate eleifend tellus. Aenean leo ligula, porttitor eu, consequat vitae, eleifend ac, enim. Aliquam lorem ante, dapibus in, viverra quis, feugiat a, tellus. Phasellus viverra nulla ut metus varius laoreet.: [171, 263, 306, 287]
body-paragraph: Nullam lorem magna congue id, fringilla et, elementum sed, purus. Duis molestie ipsum. Vivamus quis odio id erat. Mauris sodales. Nullam aliquet consectetuer elit. Nunc ullamcorper ornare ligula. Curabitur faucibus orci. Phasellus luctus justo ut velit. Sed ut nisl vitae lectus ornare pellentesque quis. Lorem ipsum dolor sit amet, consectetuer adipiscing elit.: [171, 138, 306, 162]
body-paragraph: Nullam dictum felis eu pede mollis pretium. Integer tincidunt. Cras dapibus. Vivamus elementum semper nisi. Aenean vulputate eleifend tellus. Aenean leo ligula, porttitor eu, consequat vitae, eleifend ac, enim. Aliquam lorem ante, dapibus in, viverra quis, feugiat a, tellus. Phasellus viverra nulla ut metus varius laoreet.: [30, 530, 165, 554]
body-paragraph: Vestibulum facilisis, purus nec pulvinar iaculis, ligula mi congue nunc, vitae euismod ligula urna in dolor. Mauris sollicitudin fermentum libero. Praesent nonummy mi in odio. Nunc interdum lacus sit amet orci. Vestibulum rutrum, mi nec elementum vehicula, eros quam gravida nisl, id fringilla neque ante vel mi.: [485, 267, 620, 287]
body-paragraph: Morbi mollis tellus ac sapien. Phasellus volutpat, metus eget egestas mollis, lacus lacus blandit dui, id egestas quam mauris ut lacus. Fusce vel dui. Sed in libero ut nibh placerat accumsan. Proin faucibus arcu quis ante. In consectetuer turpis ut velit. Nulla sit amet est. Praesent metus tellus, elementum eu, semper a, adipiscing nec, purus.: [171, 454, 306, 478]
body-paragraph: Aliquam erat volutpat. Vestibulum ante ipsum primis in faucibus orci luctus et ultrices posuere cubilia Curae; Curabitur vitae felis. Quisque nibh leo, tincidunt quis, varius vitae, aliquet pharetra, lorem. Vivamus dui magna, ultricies eu, sagittis ut, feugiat eget, lectus. Integer sed justo eget nunc molestie viverra. Donec ut lorem at dolor aliquet tristique.: [627, 120, 762, 144]
body-paragraph: Suspendisse imperdiet, dolor eu dignissim mollis, justo quam iaculis pede, vel tincidunt lacus nisl at lorem. Fusce ac nisl vel purus tempor varius. Phasellus mollis ornare ligula. Donec id nibh. Vestibulum mattis quam, ultrices in, sagittis tincidunt, suscipit et, sapien. Sed fermentum, lectus vitae molestie, pretium quam. Nam suscipit lorem sit amet arcu. Nullam at lorem.: [768, 205, 903, 229]
body-paragraph: Suspendisse imperdiet, dolor eu dignissim mollis, justo quam iaculis pede, vel tincidunt lacus nisl at lorem. Fusce ac nisl vel purus tempor varius. Phasellus mollis ornare ligula. Donec id nibh. Vestibulum mattis quam, ultrices in, sagittis tincidunt, suscipit et, sapien. Sed fermentum, lectus vitae molestie, pretium quam. Nam suscipit lorem sit amet arcu. Nullam at lorem.: [627, 98, 762, 122]
body-paragraph: Suspendisse imperdiet, dolor eu dignissim mollis, justo quam iaculis pede, vel tincidunt lacus nisl at lorem. Fusce ac nisl vel purus tempor varius. Phasellus mollis ornare ligula. Donec id nibh. Vestibulum mattis quam, ultrices in, sagittis tincidunt, suscipit et, sapien. Sed fermentum, lectus vitae molestie, pretium quam. Nam suscipit lorem sit amet arcu. Nullam at lorem.: [30, 49, 165, 73]
body-paragraph: Praesent egestas neque eu enim. In hac habitasse platea dictumst. Fusce a quam. Etiam ut purus mattis mauris sodales aliquam. Curabitur nisi. Quisque malesuada placerat nisl. Nam ipsum risus, rutrum vitae, vestibulum eu, molestie vel, lacus. Sed augue ipsum, egestas nec, vestibulum et, malesuada adipiscing, dui.: [313, 521, 448, 545]
body-paragraph: Praesent egestas neque eu enim. In hac habitasse platea dictumst. Fusce a quam. Etiam ut purus mattis mauris sodales aliquam. Curabitur nisi. Quisque malesuada placerat nisl. Nam ipsum risus, rutrum vitae, vestibulum eu, molestie vel, lacus. Sed augue ipsum, egestas nec, vestibulum et, malesuada adipiscing, dui.: [313, 143, 448, 166]
body-paragraph: Suspendisse imperdiet, dolor eu dignissim mollis, justo quam iaculis pede, vel tincidunt lacus nisl at lorem. Fusce ac nisl vel purus tempor varius. Phasellus mollis ornare ligula. Donec id nibh. Vestibulum mattis quam, ultrices in, sagittis tincidunt, suscipit et, sapien. Sed fermentum, lectus vitae molestie, pretium quam. Nam suscipit lorem sit amet arcu. Nullam at lorem.: [627, 477, 762, 500]
body-paragraph: Vestibulum facilisis, purus nec pulvinar iaculis, ligula mi congue nunc, vitae euismod ligula urna in dolor. Mauris sollicitudin fermentum libero. Praesent nonummy mi in odio. Nunc interdum lacus sit amet orci. Vestibulum rutrum, mi nec elementum vehicula, eros quam gravida nisl, id fringilla neque ante vel mi.: [768, 481, 903, 500]
body-paragraph: Morbi mollis tellus ac sapien. Phasellus volutpat, metus eget egestas mollis, lacus lacus blandit dui, id egestas quam mauris ut lacus. Fusce vel dui. Sed in libero ut nibh placerat accumsan. Proin faucibus arcu quis ante. In consectetuer turpis ut velit. Nulla sit amet est. Praesent metus tellus, elementum eu, semper a, adipiscing nec, purus.: [313, 183, 448, 207]
body-paragraph: Morbi tristique senectus et netus et malesuada fames ac turpis egestas. Pellentesque habitant morbi tristique senectus. Nulla facilisi. Mauris eget eros in nibh vehicula pretium. Donec nec nisl ut nulla hendrerit aliquet. Etiam quis velit vel justo condimentum posuere. Cras ac sem vel mi rutrum tristique.: [171, 205, 306, 224]
column: [627, 14, 762, 665]
body-paragraph: Cras risus ipsum, faucibus ut, ullamcorper id, varius ac, leo. Suspendisse feugiat. Suspendisse enim turpis, dictum sed, iaculis a, condimentum nec, nisi. Praesent nec nisl a purus blandit viverra. Praesent ac massa at ligula laoreet iaculis. Nulla neque dolor, sagittis eget, iaculis quis, molestie non, velit.: [313, 584, 448, 603]
body-paragraph: Morbi mollis tellus ac sapien. Phasellus volutpat, metus eget egestas mollis, lacus lacus blandit dui, id egestas quam mauris ut lacus. Fusce vel dui. Sed in libero ut nibh placerat accumsan. Proin faucibus arcu quis ante. In consectetuer turpis ut velit. Nulla sit amet est. Praesent metus tellus, elementum eu, semper a, adipiscing nec, purus.: [627, 392, 762, 416]
body-paragraph: Aliquam erat ac ipsum. Integer aliquam purus. Quisque lorem tortor fringilla sed, vestibulum id, eleifend justo vel bibendum sapien massa ac turpis faucibus orci luctus non, consectetuer lobortis quis, varius in, purus. Integer ultrices posuere cubilia Curae.: [627, 561, 762, 581]
body-paragraph: Morbi tristique senectus et netus et malesuada fames ac turpis egestas. Pellentesque habitant morbi tristique senectus. Nulla facilisi. Mauris eget eros in nibh vehicula pretium. Donec nec nisl ut nulla hendrerit aliquet. Etiam quis velit vel justo condimentum posuere. Cras ac sem vel mi rutrum tristique.: [485, 36, 620, 55]
body-paragraph: Aliquam erat volutpat. Vestibulum ante ipsum primis in faucibus orci luctus et ultrices posuere cubilia Curae; Curabitur vitae felis. Quisque nibh leo, tincidunt quis, varius vitae, aliquet pharetra, lorem. Vivamus dui magna, ultricies eu, sagittis ut, feugiat eget, lectus. Integer sed justo eget nunc molestie viverra. Donec ut lorem at dolor aliquet tristique.: [30, 71, 165, 95]
body-paragraph: Maecenas nec odio et ante tincidunt tempus. Donec vitae sapien ut libero venenatis faucibus. Nullam quis ante. Etiam sit amet orci eget eros faucibus tincidunt. Duis leo. Sed fringilla mauris sit amet nibh. Donec sodales sagittis magna. Sed consequat, leo eget bibendum sodales, augue velit cursus nunc, quis gravida magna mi a libero.: [627, 245, 762, 269]
body-paragraph: Cras risus ipsum, faucibus ut, ullamcorper id, varius ac, leo. Suspendisse feugiat. Suspendisse enim turpis, dictum sed, iaculis a, condimentum nec, nisi. Praesent nec nisl a purus blandit viverra. Praesent ac massa at ligula laoreet iaculis. Nulla neque dolor, sagittis eget, iaculis quis, molestie non, velit.: [627, 36, 762, 55]
body-paragraph: Curabitur ligula sapien, tincidunt non, euismod vitae, posuere imperdiet, leo. Maecenas malesuada. Praesent congue erat at massa. Sed cursus turpis vitae tortor. Donec posuere vulputate arcu. Phasellus accumsan cursus velit. Vestibulum ante ipsum primis in faucibus orci luctus et ultrices posuere cubilia Curae; Sed aliquam, nisi quis porttitor congue, elit erat euismod orci.: [30, 281, 165, 304]
body-paragraph: Praesent egestas neque eu enim. In hac habitasse platea dictumst. Fusce a quam. Etiam ut purus mattis mauris sodales aliquam. Curabitur nisi. Quisque malesuada placerat nisl. Nam ipsum risus, rutrum vitae, vestibulum eu, molestie vel, lacus. Sed augue ipsum, egestas nec, vestibulum et, malesuada adipiscing, dui.: [30, 303, 165, 327]
body-paragraph: Curabitur ligula sapien, tincidunt non, euismod vitae, posuere imperdiet, leo. Maecenas malesuada. Praesent congue erat at massa. Sed cursus turpis vitae tortor. Donec posuere vulputate arcu. Phasellus accumsan cursus velit. Vestibulum ante ipsum primis in faucibus orci luctus et ultrices posuere cubilia Curae; Sed aliquam, nisi quis porttitor congue, elit erat euismod orci.: [627, 330, 762, 353]
body-paragraph: Fusce vulputate eleifend sapien. Vestibulum purus quam, scelerisque ut, mollis sed, nonummy id, metus. Nullam accumsan lorem in dui. Cras ultricies mi eu turpis hendrerit fringilla. Vestibulum ante ipsum primis in faucibus orci luctus et ultrices posuere cubilia Curae; In ac dui quis mi consectetuer lacinia.: [627, 646, 762, 665]
body-paragraph: Cras id dui. Aenean ut eros et nisl sagittis vestibulum. Nullam nulla eros, ultricies sit amet, nonummy id, imperdiet feugiat, pede. Sed lectus. Donec mollis hendrerit risus. Phasellus nec sem in justo pellentesque facilisis. Etiam imperdiet imperdiet orci. Nunc nec neque. Phasellus leo dolor, tempus non, auctor et, hendrerit quis, nisi.: [768, 36, 903, 60]
body-paragraph: Vestibulum facilisis, purus nec pulvinar iaculis, ligula mi congue nunc, vitae euismod ligula urna in dolor. Mauris sollicitudin fermentum libero. Praesent nonummy mi in odio. Nunc interdum lacus sit amet orci. Vestibulum rutrum, mi nec elementum vehicula, eros quam gravida nisl, id fringilla neque ante vel mi.: [30, 325, 165, 345]
body-paragraph: Nam pretium turpis et arcu. Duis arcu tortor, suscipit eget, imperdiet nec, imperdiet iaculis, ipsum. Sed aliquam ultrices mauris. Integer ante arcu, accumsan a, consectetuer eget, posuere ut, mauris. Praesent adipiscing. Phasellus ullamcorper ipsum rutrum nunc. Nunc nonummy metus. Vestibulum volutpat pretium libero.: [627, 285, 762, 309]
body-paragraph: Fusce vulputate eleifend sapien. Vestibulum purus quam, scelerisque ut, mollis sed, nonummy id, metus. Nullam accumsan lorem in dui. Cras ultricies mi eu turpis hendrerit fringilla. Vestibulum ante ipsum primis in faucibus orci luctus et ultrices posuere cubilia Curae; In ac dui quis mi consectetuer lacinia.: [313, 437, 448, 456]
body-paragraph: Quisque rutrum. Aenean imperdiet. Etiam ultricies nisi vel augue. Curabitur ullamcorper ultricies nisi. Nam eget dui. Etiam rhoncus. Maecenas tempus, tellus eget condimentum rhoncus, sem quam semper libero, sit amet adipiscing sem neque sed ipsum. Nam quam nunc, blandit vel, luctus pulvinar, hendrerit id, lorem.: [313, 14, 448, 37]
body-paragraph: Nam pretium turpis et arcu. Duis arcu tortor, suscipit eget, imperdiet nec, imperdiet iaculis, ipsum. Sed aliquam ultrices mauris. Integer ante arcu, accumsan a, consectetuer eget, posuere ut, mauris. Praesent adipiscing. Phasellus ullamcorper ipsum rutrum nunc. Nunc nonummy metus. Vestibulum volutpat pretium libero.: [30, 615, 165, 638]
body-paragraph: Aliquam erat volutpat. Vestibulum ante ipsum primis in faucibus orci luctus et ultrices posuere cubilia Curae; Curabitur vitae felis. Quisque nibh leo, tincidunt quis, varius vitae, aliquet pharetra, lorem. Vivamus dui magna, ultricies eu, sagittis ut, feugiat eget, lectus. Integer sed justo eget nunc molestie viverra. Donec ut lorem at dolor aliquet tristique.: [768, 606, 903, 630]
body-paragraph: Cras id dui. Aenean ut eros et nisl sagittis vestibulum. Nullam nulla eros, ultricies sit amet, nonummy id, imperdiet feugiat, pede. Sed lectus. Donec mollis hendrerit risus. Phasellus nec sem in justo pellentesque facilisis. Etiam imperdiet imperdiet orci. Nunc nec neque. Phasellus leo dolor, tempus non, auctor et, hendrerit quis, nisi.: [313, 477, 448, 500]
body-paragraph: Morbi tristique senectus et netus et malesuada fames ac turpis egestas. Pellentesque habitant morbi tristique senectus. Nulla facilisi. Mauris eget eros in nibh vehicula pretium. Donec nec nisl ut nulla hendrerit aliquet. Etiam quis velit vel justo condimentum posuere. Cras ac sem vel mi rutrum tristique.: [627, 143, 762, 162]
body-paragraph: Aliquam erat ac ipsum. Integer aliquam purus. Quisque lorem tortor fringilla sed, vestibulum id, eleifend justo vel bibendum sapien massa ac turpis faucibus orci luctus non, consectetuer lobortis quis, varius in, purus. Integer ultrices posuere cubilia Curae.: [485, 454, 620, 474]
body-paragraph: Vestibulum facilisis, purus nec pulvinar iaculis, ligula mi congue nunc, vitae euismod ligula urna in dolor. Mauris sollicitudin fermentum libero. Praesent nonummy mi in odio. Nunc interdum lacus sit amet orci. Vestibulum rutrum, mi nec elementum vehicula, eros quam gravida nisl, id fringilla neque ante vel mi.: [313, 165, 448, 184]
body-paragraph: Quisque rutrum. Aenean imperdiet. Etiam ultricies nisi vel augue. Curabitur ullamcorper ultricies nisi. Nam eget dui. Etiam rhoncus. Maecenas tempus, tellus eget condimentum rhoncus, sem quam semper libero, sit amet adipiscing sem neque sed ipsum. Nam quam nunc, blandit vel, luctus pulvinar, hendrerit id, lorem.: [627, 601, 762, 625]
body-paragraph: Quisque rutrum. Aenean imperdiet. Etiam ultricies nisi vel augue. Curabitur ullamcorper ultricies nisi. Nam eget dui. Etiam rhoncus. Maecenas tempus, tellus eget condimentum rhoncus, sem quam semper libero, sit amet adipiscing sem neque sed ipsum. Nam quam nunc, blandit vel, luctus pulvinar, hendrerit id, lorem.: [627, 223, 762, 247]
body-paragraph: Morbi tristique senectus et netus et malesuada fames ac turpis egestas. Pellentesque habitant morbi tristique senectus. Nulla facilisi. Mauris eget eros in nibh vehicula pretium. Donec nec nisl ut nulla hendrerit aliquet. Etiam quis velit vel justo condimentum posuere. Cras ac sem vel mi rutrum tristique.: [313, 312, 448, 331]
body-paragraph: Mauris turpis nunc, blandit et, volutpat molestie, porta ut, ligula. Fusce pharetra convallis urna. Quisque ut nisi. Donec mi odio, faucibus at, scelerisque quis, convallis in, nisi. Suspendisse non nisl sit amet velit hendrerit rutrum. Ut leo. Ut a nisl id ante tempus hendrerit. Proin pretium, leo ac pellentesque mollis, felis nunc ultrices eros, sed gravida augue augue mollis justo.: [627, 432, 762, 456]
body-paragraph: Aliquam erat volutpat. Vestibulum ante ipsum primis in faucibus orci luctus et ultrices posuere cubilia Curae; Curabitur vitae felis. Quisque nibh leo, tincidunt quis, varius vitae, aliquet pharetra, lorem. Vivamus dui magna, ultricies eu, sagittis ut, feugiat eget, lectus. Integer sed justo eget nunc molestie viverra. Donec ut lorem at dolor aliquet tristique.: [627, 499, 762, 523]
body-paragraph: Curabitur ligula sapien, tincidunt non, euismod vitae, posuere imperdiet, leo. Maecenas malesuada. Praesent congue erat at massa. Sed cursus turpis vitae tortor. Donec posuere vulputate arcu. Phasellus accumsan cursus velit. Vestibulum ante ipsum primis in faucibus orci luctus et ultrices posuere cubilia Curae; Sed aliquam, nisi quis porttitor congue, elit erat euismod orci.: [171, 392, 306, 416]
body-paragraph: Cras id dui. Aenean ut eros et nisl sagittis vestibulum. Nullam nulla eros, ultricies sit amet, nonummy id, imperdiet feugiat, pede. Sed lectus. Donec mollis hendrerit risus. Phasellus nec sem in justo pellentesque facilisis. Etiam imperdiet imperdiet orci. Nunc nec neque. Phasellus leo dolor, tempus non, auctor et, hendrerit quis, nisi.: [485, 201, 620, 224]
body-paragraph: Quisque rutrum. Aenean imperdiet. Etiam ultricies nisi vel augue. Curabitur ullamcorper ultricies nisi. Nam eget dui. Etiam rhoncus. Maecenas tempus, tellus eget condimentum rhoncus, sem quam semper libero, sit amet adipiscing sem neque sed ipsum. Nam quam nunc, blandit vel, luctus pulvinar, hendrerit id, lorem.: [30, 552, 165, 576]
body-paragraph: Aliquam erat ac ipsum. Integer aliquam purus. Quisque lorem tortor fringilla sed, vestibulum id, eleifend justo vel bibendum sapien massa ac turpis faucibus orci luctus non, consectetuer lobortis quis, varius in, purus. Integer ultrices posuere cubilia Curae.: [313, 352, 448, 371]
body-paragraph: Suspendisse imperdiet, dolor eu dignissim mollis, justo quam iaculis pede, vel tincidunt lacus nisl at lorem. Fusce ac nisl vel purus tempor varius. Phasellus mollis ornare ligula. Donec id nibh. Vestibulum mattis quam, ultrices in, sagittis tincidunt, suscipit et, sapien. Sed fermentum, lectus vitae molestie, pretium quam. Nam suscipit lorem sit amet arcu. Nullam at lorem.: [171, 539, 306, 563]
body-paragraph: Nullam lorem magna congue id, fringilla et, elementum sed, purus. Duis molestie ipsum. Vivamus quis odio id erat. Mauris sodales. Nullam aliquet consectetuer elit. Nunc ullamcorper ornare ligula. Curabitur faucibus orci. Phasellus luctus justo ut velit. Sed ut nisl vitae lectus ornare pellentesque quis. Lorem ipsum dolor sit amet, consectetuer adipiscing elit.: [313, 245, 448, 269]
body-paragraph: Nullam dictum felis eu pede mollis pretium. Integer tincidunt. Cras dapibus. Vivamus elementum semper nisi. Aenean vulputate eleifend tellus. Aenean leo ligula, porttitor eu, consequat vitae, eleifend ac, enim. Aliquam lorem ante, dapibus in, viverra quis, feugiat a, tellus. Phasellus viverra nulla ut metus varius laoreet.: [627, 201, 762, 224]
left-page-columns: [30, 14, 448, 670]
body-paragraph: Nullam lorem magna congue id, fringilla et, elementum sed, purus. Duis molestie ipsum. Vivamus quis odio id erat. Mauris sodales. Nullam aliquet consectetuer elit. Nunc ullamcorper ornare ligula. Curabitur faucibus orci. Phasellus luctus justo ut velit. Sed ut nisl vitae lectus ornare pellentesque quis. Lorem ipsum dolor sit amet, consectetuer adipiscing elit.: [768, 183, 903, 207]
body-paragraph: Mauris turpis nunc, blandit et, volutpat molestie, porta ut, ligula. Fusce pharetra convallis urna. Quisque ut nisi. Donec mi odio, faucibus at, scelerisque quis, convallis in, nisi. Suspendisse non nisl sit amet velit hendrerit rutrum. Ut leo. Ut a nisl id ante tempus hendrerit. Proin pretium, leo ac pellentesque mollis, felis nunc ultrices eros, sed gravida augue augue mollis justo.: [313, 223, 448, 247]
body-paragraph: Suspendisse imperdiet, dolor eu dignissim mollis, justo quam iaculis pede, vel tincidunt lacus nisl at lorem. Fusce ac nisl vel purus tempor varius. Phasellus mollis ornare ligula. Donec id nibh. Vestibulum mattis quam, ultrices in, sagittis tincidunt, suscipit et, sapien. Sed fermentum, lectus vitae molestie, pretium quam. Nam suscipit lorem sit amet arcu. Nullam at lorem.: [313, 267, 448, 291]
body-paragraph: Mauris turpis nunc, blandit et, volutpat molestie, porta ut, ligula. Fusce pharetra convallis urna. Quisque ut nisi. Donec mi odio, faucibus at, scelerisque quis, convallis in, nisi. Suspendisse non nisl sit amet velit hendrerit rutrum. Ut leo. Ut a nisl id ante tempus hendrerit. Proin pretium, leo ac pellentesque mollis, felis nunc ultrices eros, sed gravida augue augue mollis justo.: [171, 494, 306, 518]
body-paragraph: Cras risus ipsum, faucibus ut, ullamcorper id, varius ac, leo. Suspendisse feugiat. Suspendisse enim turpis, dictum sed, iaculis a, condimentum nec, nisi. Praesent nec nisl a purus blandit viverra. Praesent ac massa at ligula laoreet iaculis. Nulla neque dolor, sagittis eget, iaculis quis, molestie non, velit.: [313, 205, 448, 224]
body-paragraph: Aliquam erat ac ipsum. Integer aliquam purus. Quisque lorem tortor fringilla sed, vestibulum id, eleifend justo vel bibendum sapien massa ac turpis faucibus orci luctus non, consectetuer lobortis quis, varius in, purus. Integer ultrices posuere cubilia Curae.: [30, 512, 165, 532]
body-paragraph: Morbi tristique senectus et netus et malesuada fames ac turpis egestas. Pellentesque habitant morbi tristique senectus. Nulla facilisi. Mauris eget eros in nibh vehicula pretium. Donec nec nisl ut nulla hendrerit aliquet. Etiam quis velit vel justo condimentum posuere. Cras ac sem vel mi rutrum tristique.: [627, 521, 762, 541]
body-paragraph: Aliquam erat ac ipsum. Integer aliquam purus. Quisque lorem tortor fringilla sed, vestibulum id, eleifend justo vel bibendum sapien massa ac turpis faucibus orci luctus non, consectetuer lobortis quis, varius in, purus. Integer ultrices posuere cubilia Curae.: [768, 290, 903, 309]
body-paragraph: Aliquam erat ac ipsum. Integer aliquam purus. Quisque lorem tortor fringilla sed, vestibulum id, eleifend justo vel bibendum sapien massa ac turpis faucibus orci luctus non, consectetuer lobortis quis, varius in, purus. Integer ultrices posuere cubilia Curae.: [171, 624, 306, 643]
body-paragraph: Fusce vulputate eleifend sapien. Vestibulum purus quam, scelerisque ut, mollis sed, nonummy id, metus. Nullam accumsan lorem in dui. Cras ultricies mi eu turpis hendrerit fringilla. Vestibulum ante ipsum primis in faucibus orci luctus et ultrices posuere cubilia Curae; In ac dui quis mi consectetuer lacinia.: [627, 267, 762, 287]
body-paragraph: Mauris turpis nunc, blandit et, volutpat molestie, porta ut, ligula. Fusce pharetra convallis urna. Quisque ut nisi. Donec mi odio, faucibus at, scelerisque quis, convallis in, nisi. Suspendisse non nisl sit amet velit hendrerit rutrum. Ut leo. Ut a nisl id ante tempus hendrerit. Proin pretium, leo ac pellentesque mollis, felis nunc ultrices eros, sed gravida augue augue mollis justo.: [30, 383, 165, 407]
body-paragraph: Curabitur et ligula. Ut molestie a, ultricies porta urna. Vestibulum commodo volutpat a, convallis ac, laoreet enim. Phasellus fermentum in, dolor. Pellentesque facilisis. Nulla imperdiet sit amet magna. Vestibulum dapibus, mauris nec malesuada fames ac turpis velit, rhoncus eu, luctus et interdum adipiscing, wisi.: [30, 490, 165, 514]
body-paragraph: Cras id dui. Aenean ut eros et nisl sagittis vestibulum. Nullam nulla eros, ultricies sit amet, nonummy id, imperdiet feugiat, pede. Sed lectus. Donec mollis hendrerit risus. Phasellus nec sem in justo pellentesque facilisis. Etiam imperdiet imperdiet orci. Nunc nec neque. Phasellus leo dolor, tempus non, auctor et, hendrerit quis, nisi.: [30, 637, 165, 661]
body-paragraph: Maecenas nec odio et ante tincidunt tempus. Donec vitae sapien ut libero venenatis faucibus. Nullam quis ante. Etiam sit amet orci eget eros faucibus tincidunt. Duis leo. Sed fringilla mauris sit amet nibh. Donec sodales sagittis magna. Sed consequat, leo eget bibendum sodales, augue velit cursus nunc, quis gravida magna mi a libero.: [30, 196, 165, 220]
body-paragraph: Mauris turpis nunc, blandit et, volutpat molestie, porta ut, ligula. Fusce pharetra convallis urna. Quisque ut nisi. Donec mi odio, faucibus at, scelerisque quis, convallis in, nisi. Suspendisse non nisl sit amet velit hendrerit rutrum. Ut leo. Ut a nisl id ante tempus hendrerit. Proin pretium, leo ac pellentesque mollis, felis nunc ultrices eros, sed gravida augue augue mollis justo.: [768, 539, 903, 563]
body-paragraph: Vestibulum facilisis, purus nec pulvinar iaculis, ligula mi congue nunc, vitae euismod ligula urna in dolor. Mauris sollicitudin fermentum libero. Praesent nonummy mi in odio. Nunc interdum lacus sit amet orci. Vestibulum rutrum, mi nec elementum vehicula, eros quam gravida nisl, id fringilla neque ante vel mi.: [768, 103, 903, 122]
column: [485, 14, 621, 665]
body-paragraph: Fusce vulputate eleifend sapien. Vestibulum purus quam, scelerisque ut, mollis sed, nonummy id, metus. Nullam accumsan lorem in dui. Cras ultricies mi eu turpis hendrerit fringilla. Vestibulum ante ipsum primis in faucibus orci luctus et ultrices posuere cubilia Curae; In ac dui quis mi consectetuer lacinia.: [171, 330, 306, 349]
page-gutter: [458, 7, 460, 655]
body-paragraph: Maecenas nec odio et ante tincidunt tempus. Donec vitae sapien ut libero venenatis faucibus. Nullam quis ante. Etiam sit amet orci eget eros faucibus tincidunt. Duis leo. Sed fringilla mauris sit amet nibh. Donec sodales sagittis magna. Sed consequat, leo eget bibendum sodales, augue velit cursus nunc, quis gravida magna mi a libero.: [768, 352, 903, 376]
body-paragraph: Nullam dictum felis eu pede mollis pretium. Integer tincidunt. Cras dapibus. Vivamus elementum semper nisi. Aenean vulputate eleifend tellus. Aenean leo ligula, porttitor eu, consequat vitae, eleifend ac, enim. Aliquam lorem ante, dapibus in, viverra quis, feugiat a, tellus. Phasellus viverra nulla ut metus varius laoreet.: [768, 307, 903, 331]
body-paragraph: Cras risus ipsum, faucibus ut, ullamcorper id, varius ac, leo. Suspendisse feugiat. Suspendisse enim turpis, dictum sed, iaculis a, condimentum nec, nisi. Praesent nec nisl a purus blandit viverra. Praesent ac massa at ligula laoreet iaculis. Nulla neque dolor, sagittis eget, iaculis quis, molestie non, velit.: [171, 477, 306, 496]
body-paragraph: Nam pretium turpis et arcu. Duis arcu tortor, suscipit eget, imperdiet nec, imperdiet iaculis, ipsum. Sed aliquam ultrices mauris. Integer ante arcu, accumsan a, consectetuer eget, posuere ut, mauris. Praesent adipiscing. Phasellus ullamcorper ipsum rutrum nunc. Nunc nonummy metus. Vestibulum volutpat pretium libero.: [30, 236, 165, 260]
body-paragraph: Morbi mollis tellus ac sapien. Phasellus volutpat, metus eget egestas mollis, lacus lacus blandit dui, id egestas quam mauris ut lacus. Fusce vel dui. Sed in libero ut nibh placerat accumsan. Proin faucibus arcu quis ante. In consectetuer turpis ut velit. Nulla sit amet est. Praesent metus tellus, elementum eu, semper a, adipiscing nec, purus.: [485, 285, 620, 309]
body-paragraph: Praesent egestas neque eu enim. In hac habitasse platea dictumst. Fusce a quam. Etiam ut purus mattis mauris sodales aliquam. Curabitur nisi. Quisque malesuada placerat nisl. Nam ipsum risus, rutrum vitae, vestibulum eu, molestie vel, lacus. Sed augue ipsum, egestas nec, vestibulum et, malesuada adipiscing, dui.: [171, 36, 306, 60]
body-paragraph: Suspendisse imperdiet, dolor eu dignissim mollis, justo quam iaculis pede, vel tincidunt lacus nisl at lorem. Fusce ac nisl vel purus tempor varius. Phasellus mollis ornare ligula. Donec id nibh. Vestibulum mattis quam, ultrices in, sagittis tincidunt, suscipit et, sapien. Sed fermentum, lectus vitae molestie, pretium quam. Nam suscipit lorem sit amet arcu. Nullam at lorem.: [485, 370, 620, 394]
